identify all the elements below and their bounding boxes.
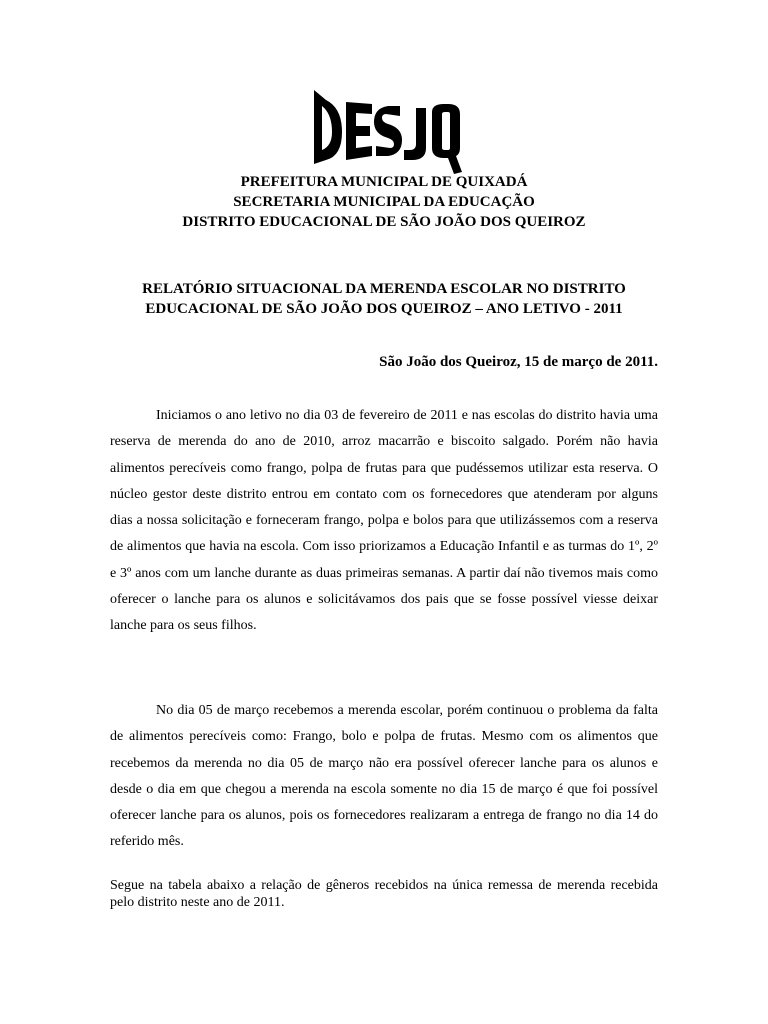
body-paragraph-2: No dia 05 de março recebemos a merenda escolar, porém continuou o problema da falta de alimentos perecíveis como: Frango, bolo e polpa de frutas. Mesmo com os alimentos que recebemos da merenda no dia 05 de março não era possível oferecer lanche para os alunos e desde o dia em que chegou a merenda na escola somente no dia 15 de março é que foi possível oferecer lanche para os alunos, pois os fornecedores realizaram a entrega de frango no dia 14 do referido mês. [110,703,658,850]
header-line-distrito: DISTRITO EDUCACIONAL DE SÃO JOÃO DOS QUEIROZ [182,214,586,230]
date-line: São João dos Queiroz, 15 de março de 2011. [379,354,658,370]
institution-header [100,172,668,232]
body-paragraph-3: Segue na tabela abaixo a relação de gêneros recebidos na única remessa de merenda recebida pelo distrito neste ano de 2011. [110,878,658,910]
report-title-line-1: RELATÓRIO SITUACIONAL DA MERENDA ESCOLAR NO DISTRITO [142,281,626,297]
header-line-secretaria: SECRETARIA MUNICIPAL DA EDUCAÇÃO [233,194,535,210]
report-title-line-2: EDUCACIONAL DE SÃO JOÃO DOS QUEIROZ – ANO LETIVO - 2011 [145,301,623,317]
desjq-logo [300,88,470,176]
header-line-prefeitura: PREFEITURA MUNICIPAL DE QUIXADÁ [240,174,528,190]
body-paragraph-1: Iniciamos o ano letivo no dia 03 de fevereiro de 2011 e nas escolas do distrito havia uma reserva de merenda do ano de 2010, arroz macarrão e biscoito salgado. Porém não havia alimentos perecíveis como frango, polpa de frutas para que pudéssemos utilizar esta reserva. O núcleo gestor deste distrito entrou em contato com os fornecedores que atenderam por alguns dias a nossa solicitação e forneceram frango, polpa e bolos para que utilizássemos com a reserva de alimentos que havia na escola. Com isso priorizamos a Educação Infantil e as turmas do 1º, 2º e 3º anos com um lanche durante as duas primeiras semanas. A partir daí não tivemos mais como oferecer o lanche para os alunos e solicitávamos dos pais que se fosse possível viesse deixar lanche para os seus filhos. [110,408,658,634]
report-title [100,279,668,319]
